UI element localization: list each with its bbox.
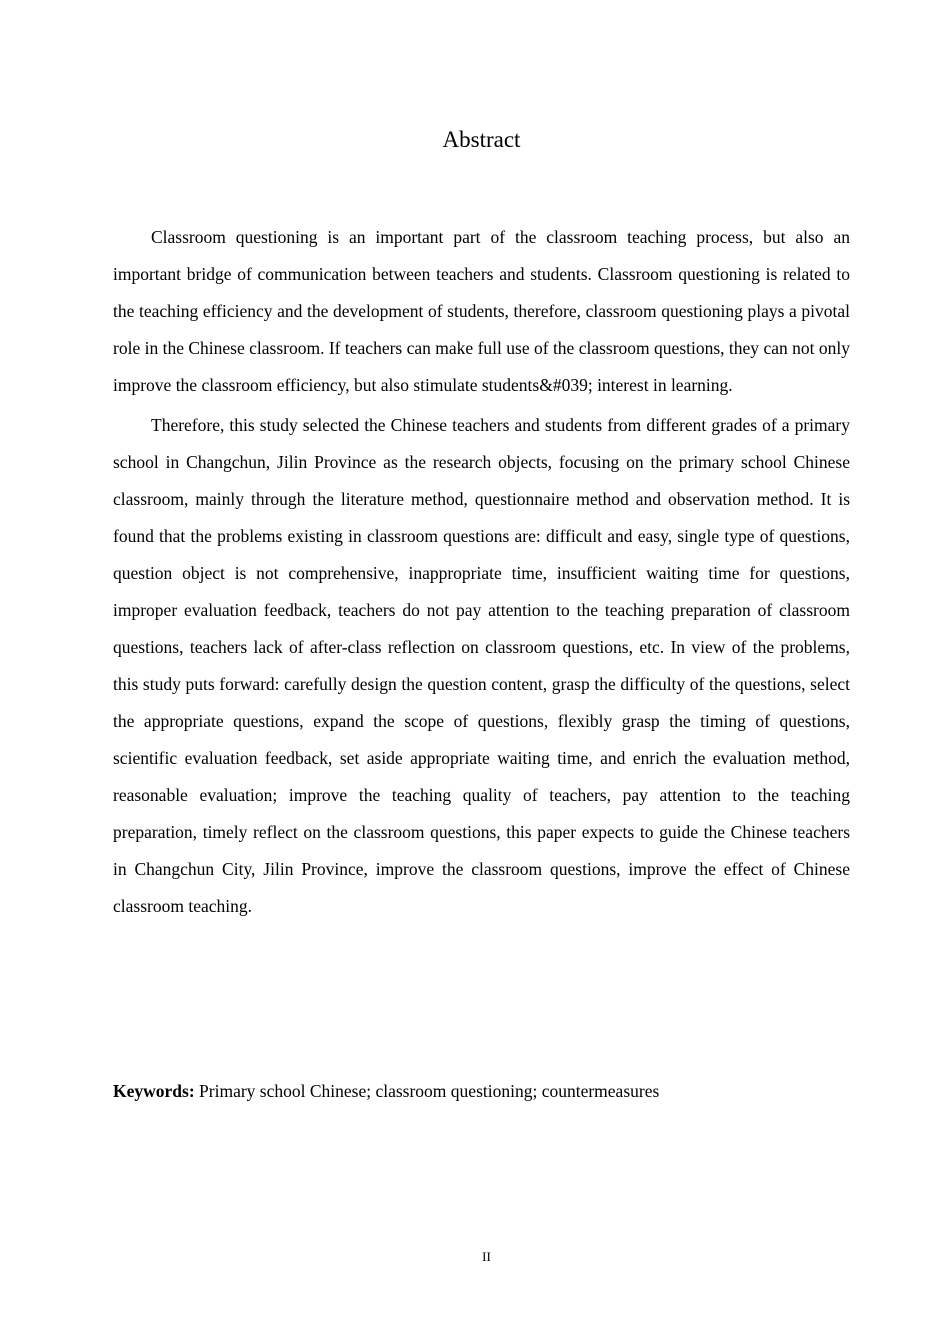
keywords-label: Keywords: (113, 1081, 195, 1101)
abstract-title: Abstract (442, 127, 521, 152)
keywords-line (113, 1075, 850, 1107)
keywords-text: Primary school Chinese; classroom questioning; countermeasures (199, 1081, 660, 1101)
page-number: II (482, 1249, 491, 1264)
abstract-paragraph-2: Therefore, this study selected the Chinese teachers and students from different grades of a primary school in Changchun, Jilin Province as the research objects, focusing on the primary school Chinese classroom, mainly through the literature method, questionnaire method and observation method. It is found that the problems existing in classroom questions are: difficult and easy, single type of questions, question object is not comprehensive, inappropriate time, insufficient waiting time for questions, improper evaluation feedback, teachers do not pay attention to the teaching preparation of classroom questions, teachers lack of after-class reflection on classroom questions, etc. In view of the problems, this study puts forward: carefully design the question content, grasp the difficulty of the questions, select the appropriate questions, expand the scope of questions, flexibly grasp the timing of questions, scientific evaluation feedback, set aside appropriate waiting time, and enrich the evaluation method, reasonable evaluation; improve the teaching quality of teachers, pay attention to the teaching preparation, timely reflect on the classroom questions, this paper expects to guide the Chinese teachers in Changchun City, Jilin Province, improve the classroom questions, improve the effect of Chinese classroom teaching. (113, 415, 850, 916)
abstract-body (113, 219, 850, 925)
abstract-paragraph-1: Classroom questioning is an important part of the classroom teaching process, but also an important bridge of communication between teachers and students. Classroom questioning is related to the teaching efficiency and the development of students, therefore, classroom questioning plays a pivotal role in the Chinese classroom. If teachers can make full use of the classroom questions, they can not only improve the classroom efficiency, but also stimulate students&#039; interest in learning. (113, 227, 850, 395)
